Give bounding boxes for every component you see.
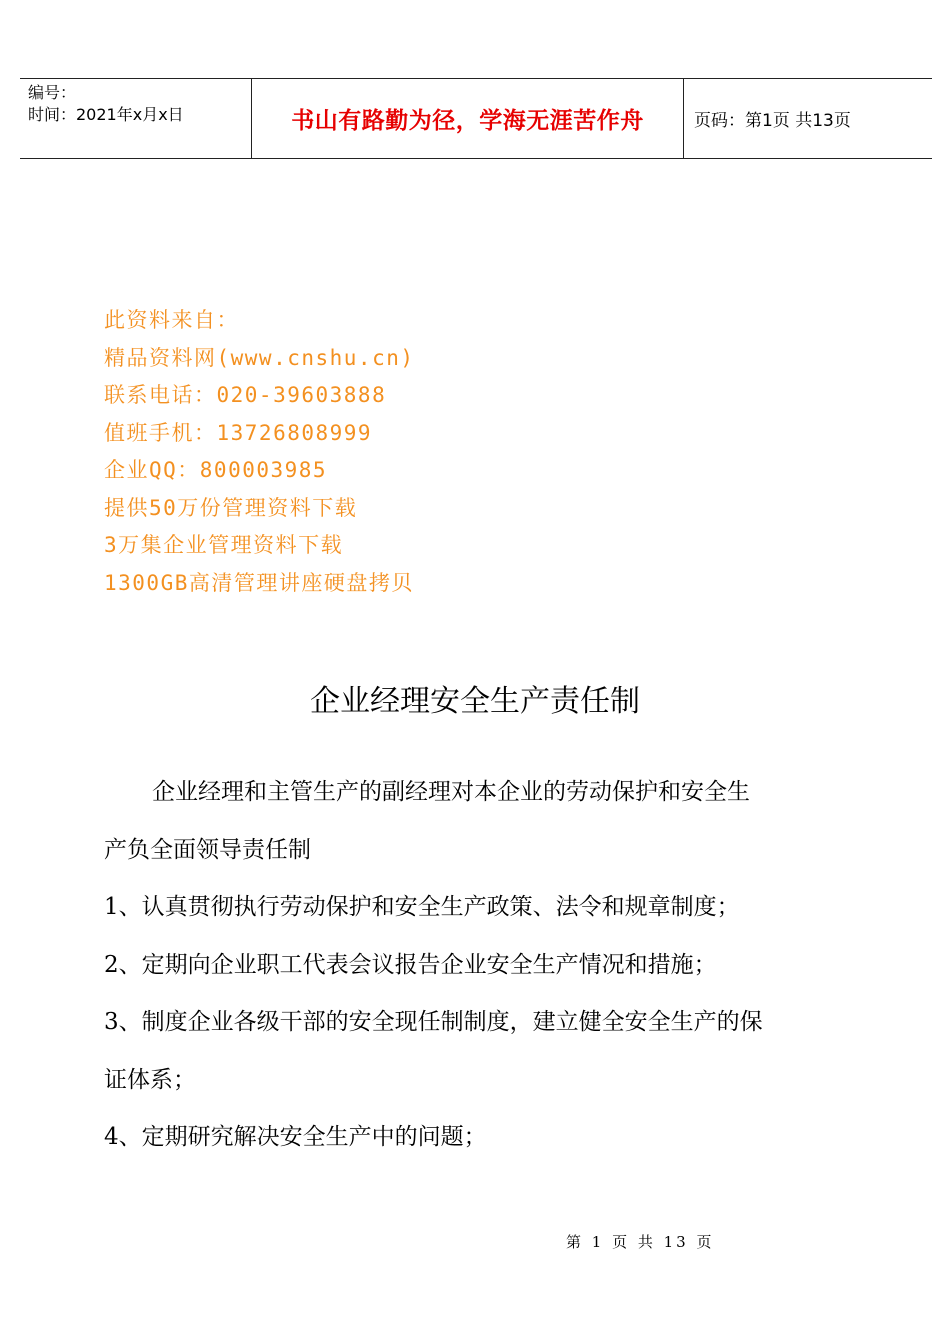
body-line: 企业经理和主管生产的副经理对本企业的劳动保护和安全生 [152,779,750,805]
header-meta [20,79,252,158]
header-slogan: 书山有路勤为径，学海无涯苦作舟 [252,79,684,158]
info-line: 此资料来自： [104,308,239,332]
document-body [104,764,864,1167]
body-line: 证体系； [104,1066,196,1093]
document-title: 企业经理安全生产责任制 [310,684,640,719]
page-header [20,78,932,159]
info-line: 3万集企业管理资料下载 [104,533,344,557]
info-line: 联系电话：020-39603888 [104,383,387,407]
header-page-label [684,79,932,158]
info-line: 企业QQ：800003985 [104,458,328,482]
body-line: 1、认真贯彻执行劳动保护和安全生产政策、法令和规章制度； [104,894,740,920]
body-line: 3、制度企业各级干部的安全现任制制度，建立健全安全生产的保 [104,1009,763,1035]
info-line: 值班手机：13726808999 [104,420,373,445]
body-line: 4、定期研究解决安全生产中的问题； [104,1124,487,1150]
info-line: 精品资料网(www.cnshu.cn) [104,345,415,370]
page-label: 页码：第1页 共13页 [694,111,851,131]
time-label: 时间：2021年x月x日 [28,105,184,124]
page-footer: 第 1 页 共 13 页 [566,1233,715,1251]
source-info-block [104,302,415,602]
body-line: 产负全面领导责任制 [104,836,311,863]
info-line: 1300GB高清管理讲座硬盘拷贝 [104,570,414,595]
info-line: 提供50万份管理资料下载 [104,495,358,520]
number-label: 编号： [28,83,77,102]
body-line: 2、定期向企业职工代表会议报告企业安全生产情况和措施； [104,951,717,978]
